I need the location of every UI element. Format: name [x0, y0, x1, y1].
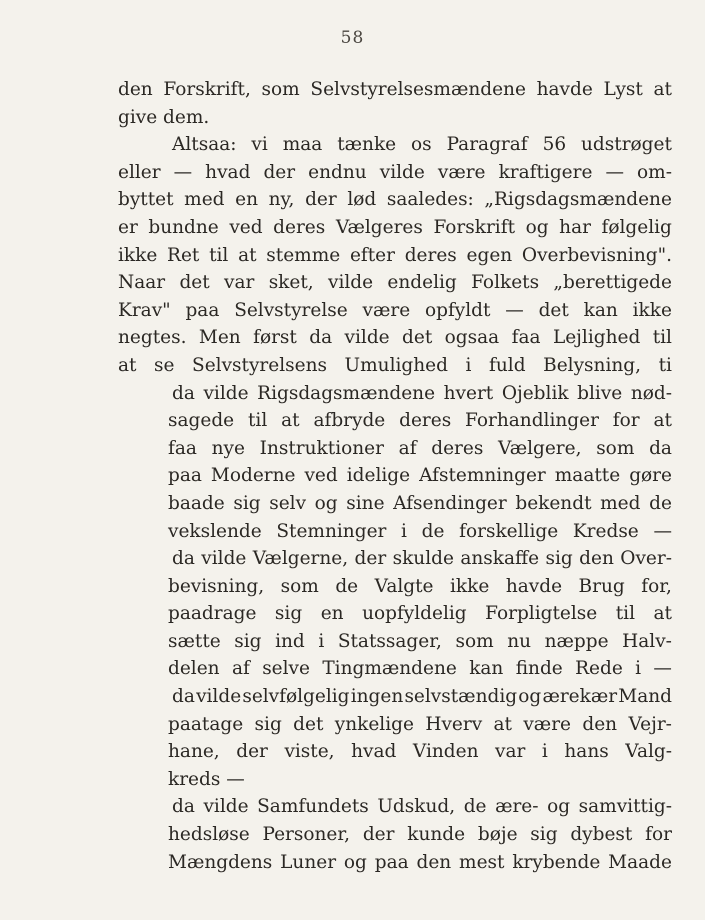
- text-line: eller — hvad der endnu vilde være kraftigere — om-: [118, 161, 672, 183]
- text-line: hane, der viste, hvad Vinden var i hans Valg-: [168, 741, 672, 763]
- text-line: baade sig selv og sine Afsendinger bekendt med de: [168, 492, 672, 514]
- text-line: kreds —: [168, 768, 245, 790]
- text-line: sætte sig ind i Statssager, som nu næppe Halv-: [168, 630, 672, 652]
- text-line: vekslende Stemninger i de forskellige Kredse —: [168, 520, 672, 542]
- text-line: byttet med en ny, der lød saaledes: „Rigsdagsmændene: [118, 189, 672, 211]
- text-line: paa Moderne ved idelige Afstemninger maatte gøre: [168, 465, 672, 487]
- text-line: da vilde Samfundets Udskud, de ære- og samvittig-: [172, 796, 672, 818]
- text-line: paatage sig det ynkelige Hverv at være den Vejr-: [168, 713, 672, 735]
- text-line: den Forskrift, som Selvstyrelsesmændene havde Lyst at: [118, 79, 672, 100]
- text-line: paadrage sig en uopfyldelig Forpligtelse til at: [168, 603, 672, 625]
- text-line: Altsaa: vi maa tænke os Paragraf 56 udstrøget: [172, 134, 672, 156]
- text-line: Naar det var sket, vilde endelig Folkets „berettigede: [118, 272, 672, 294]
- text-line: faa nye Instruktioner af deres Vælgere, som da: [168, 437, 672, 459]
- text-line: da vilde Vælgerne, der skulde anskaffe sig den Over-: [172, 548, 672, 570]
- text-line: er bundne ved deres Vælgeres Forskrift og har følgelig: [118, 216, 672, 238]
- text-line: Mængdens Luner og paa den mest krybende Maade: [168, 851, 672, 873]
- page-number: 58: [340, 28, 365, 48]
- text-line: Krav" paa Selvstyrelse være opfyldt — det kan ikke: [118, 299, 672, 321]
- text-line: hedsløse Personer, der kunde bøje sig dybest for: [168, 824, 672, 846]
- text-line: negtes. Men først da vilde det ogsaa faa Lejlighed til: [118, 327, 672, 349]
- text-line: give dem.: [118, 106, 210, 128]
- text-line: da vilde Rigsdagsmændene hvert Ojeblik blive nød-: [172, 382, 672, 404]
- text-line: bevisning, som de Valgte ikke havde Brug for,: [168, 575, 672, 597]
- text-line: delen af selve Tingmændene kan finde Rede i —: [168, 658, 672, 680]
- text-line: at se Selvstyrelsens Umulighed i fuld Belysning, ti: [118, 354, 672, 376]
- text-line: sagede til at afbryde deres Forhandlinger for at: [168, 410, 672, 432]
- body-text: [118, 76, 672, 876]
- text-line: da vilde selvfølgelig ingen selvstændig og ærekær Mand: [172, 686, 672, 708]
- text-line: ikke Ret til at stemme efter deres egen Overbevisning".: [118, 244, 672, 266]
